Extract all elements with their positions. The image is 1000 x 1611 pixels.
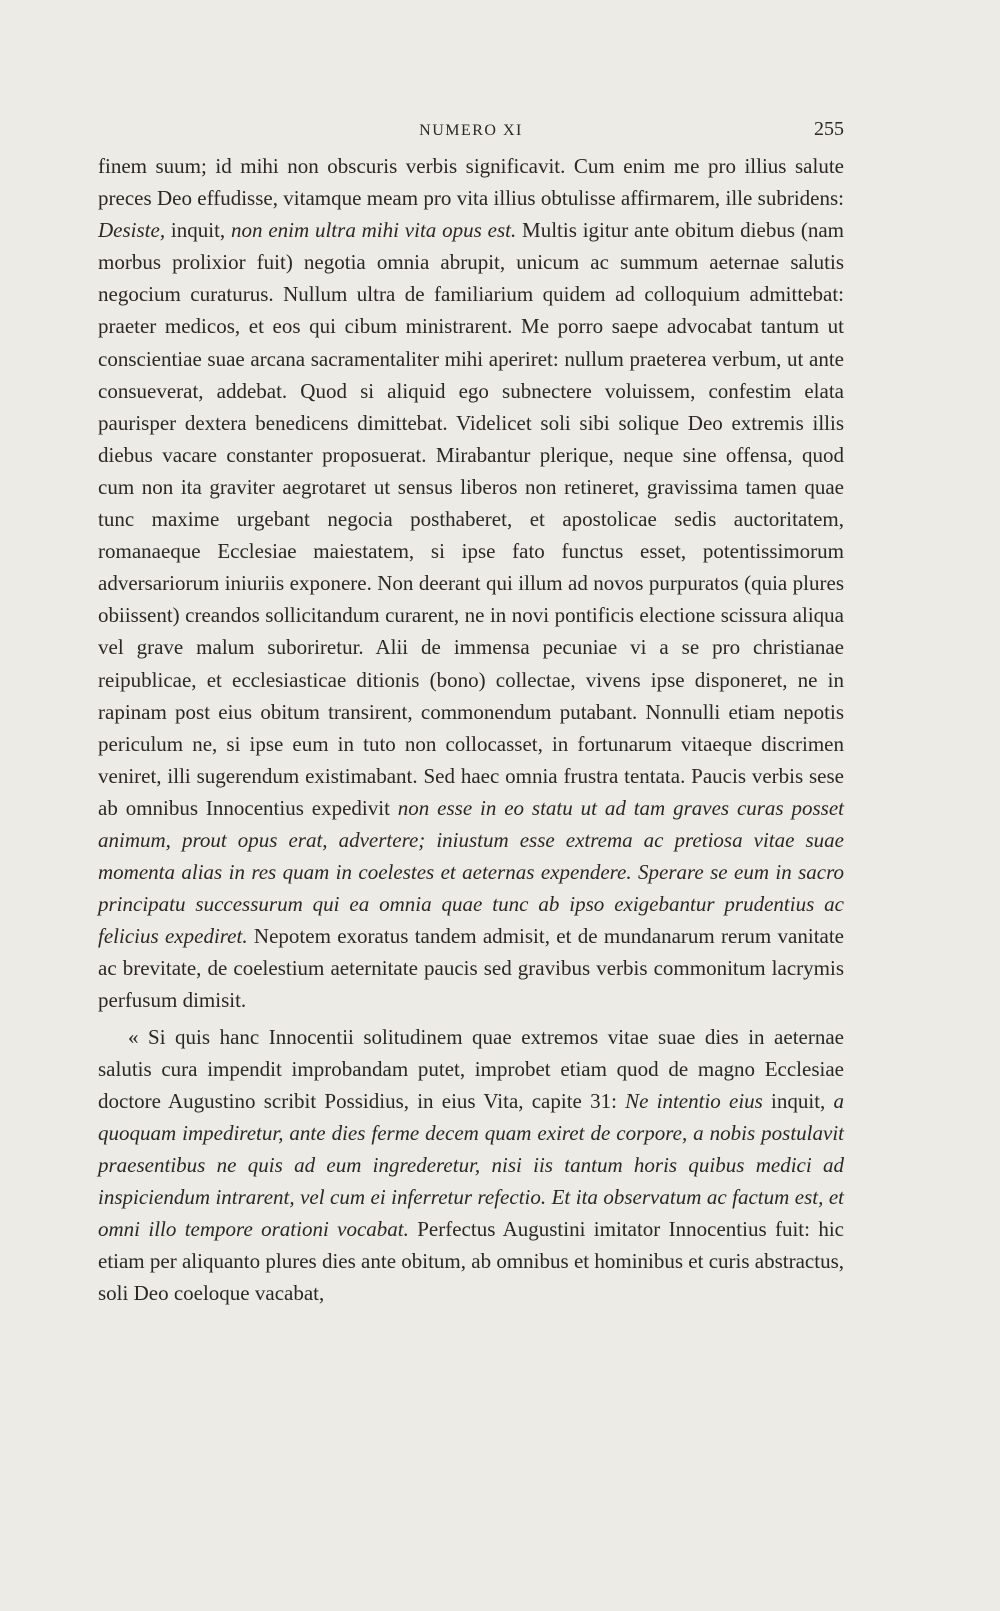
text-segment: « Si quis hanc Innocentii solitudinem quae extremos vitae suae dies in aeternae salutis cura impendit improbandam putet, improbet etiam quod de magno Ecclesiae doctore Augustino scribit Possidius, in eius Vita, capite 31: [98, 1024, 844, 1113]
running-head: NUMERO XI [419, 122, 523, 139]
page-number: 255 [814, 118, 844, 140]
text-segment: inquit, [165, 218, 231, 243]
italic-segment: non enim ultra mihi vita opus est. [231, 218, 517, 243]
body-text [98, 150, 844, 1309]
text-segment: Multis igitur ante obitum diebus (nam morbus prolixior fuit) negotia omnia abrupit, unicum ac summum aeternae salutis negocium curaturus. Nullum ultra de familiarium quidem ad colloquium admittebat: praeter medicos, et eos qui cibum ministrarent. Me porro saepe advocabat tantum ut conscientiae suae arcana sacramentaliter mihi aperiret: nullum praeterea verbum, ut ante consueverat, addebat. Quod si aliquid ego subnectere voluissem, confestim elata paurisper dextera benedicens dimittebat. Videlicet soli sibi solique Deo extremis illis diebus vacare constanter proposuerat. Mirabantur plerique, neque sine offensa, quod cum non ita graviter aegrotaret ut sensus liberos non retineret, gravissima tamen quae tunc maxime urgebant negocia posthaberet, et apostolicae sedis auctoritatem, romanaeque Ecclesiae maiestatem, si ipse fato functus esset, potentissimorum adversariorum iniuriis exponere. Non deerant qui illum ad novos purpuratos (quia plures obiissent) creandos sollicitandum curarent, ne in novi pontificis electione scissura aliqua vel grave malum suboriretur. Alii de immensa pecuniae vi a se pro christianae reipublicae, et ecclesiasticae ditionis (bono) collectae, vivens ipse disponeret, ne in rapinam post eius obitum transirent, commonendum putabant. Nonnulli etiam nepotis periculum ne, si ipse eum in tuto non collocasset, in fortunarum vitaeque discrimen veniret, illi sugerendum existimabant. Sed haec omnia frustra tentata. Paucis verbis sese ab omnibus Innocentius expedivit [98, 218, 844, 820]
italic-segment: Desiste, [98, 218, 166, 243]
paragraph-1 [98, 150, 844, 1017]
italic-segment: non esse in eo statu ut ad tam graves curas posset animum, prout opus erat, advertere; iniustum esse extrema ac pretiosa vitae suae momenta alias in res quam in coelestes et aeternas expendere. Sperare se eum in sacro principatu successurum qui ea omnia quae tunc ab ipso exigebantur prudentius ac felicius expediret. [98, 795, 844, 949]
text-segment: Nepotem exoratus tandem admisit, et de mundanarum rerum vanitate ac brevitate, de coelestium aeternitate paucis sed gravibus verbis commonitum lacrymis perfusum dimisit. [98, 924, 844, 1013]
text-segment: inquit, [762, 1088, 834, 1113]
text-segment: Perfectus Augustini imitator Innocentius fuit: hic etiam per aliquanto plures dies ante obitum, ab omnibus et hominibus et curis abstractus, soli Deo coeloque vacabat, [98, 1217, 844, 1306]
italic-segment: Ne intentio eius [625, 1088, 763, 1113]
page-header [98, 118, 844, 146]
paragraph-2 [98, 1021, 844, 1310]
italic-segment: a quoquam impediretur, ante dies ferme decem quam exiret de corpore, a nobis postulavit praesentibus ne quis ad eum ingrederetur, nisi iis tantum horis quibus medici ad inspiciendum intrarent, vel cum ei inferretur refectio. Et ita observatum ac factum est, et omni illo tempore orationi vocabat. [98, 1088, 844, 1242]
text-segment: finem suum; id mihi non obscuris verbis significavit. Cum enim me pro illius salute preces Deo effudisse, vitamque meam pro vita illius obtulisse affirmarem, ille subridens: [98, 154, 844, 211]
